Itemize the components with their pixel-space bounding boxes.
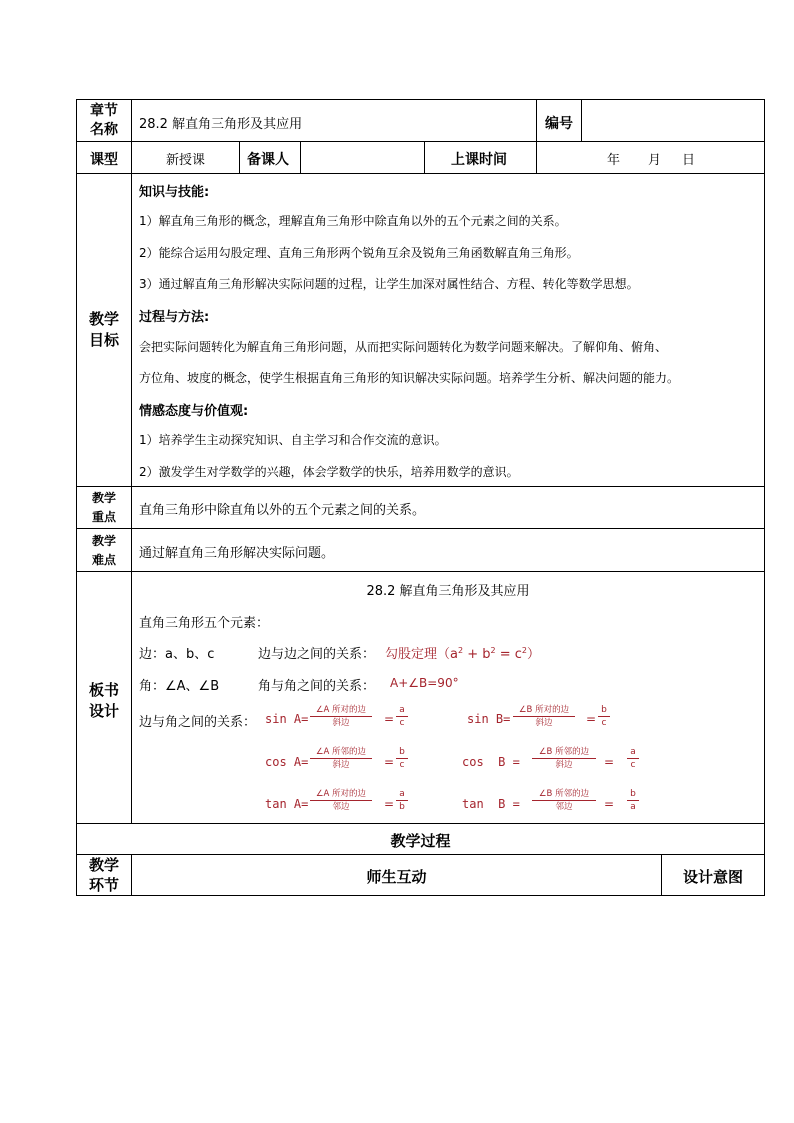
sinA-fraction [310,705,372,728]
vline [581,99,582,142]
side-angle-label: 边与角之间的关系： [139,715,257,730]
number-label: 编号 [545,116,573,132]
type-label: 课型 [90,152,118,168]
sides-label: 边：a、b、c [139,647,215,662]
board-label-line1: 板书 [88,681,119,699]
cosB-fraction [532,747,596,770]
tanA-ratio [396,789,408,812]
process-text: 会把实际问题转化为解直角三角形问题，从而把实际问题转化为数学问题来解决。了解仰角、俯角、 [139,340,668,354]
process-heading: 过程与方法: [139,310,210,325]
cosA-ratio [396,747,408,770]
frac-num: ∠A 所对的边 [315,705,367,715]
ratio-den: c [630,760,636,770]
frac-bar [532,800,596,801]
sinA-ratio [396,705,408,728]
chapter-label-line1: 章节 [90,103,118,119]
pyth-part: = c [495,647,522,662]
difficulty-text: 通过解直角三角形解决实际问题。 [139,546,335,561]
knowledge-item: 3）通过解直角三角形解决实际问题的过程，让学生加深对属性结合、方程、转化等数学思想。 [139,277,639,291]
date-day: 日 [682,153,696,168]
pyth-part: 勾股定理（a [385,647,458,662]
attitude-heading: 情感态度与价值观: [139,404,249,419]
board-intro: 直角三角形五个元素： [139,616,270,631]
ratio-num: a [399,705,405,715]
angles-rel-value: A+∠B=90° [390,676,459,690]
pyth-sup: 2 [457,646,464,655]
eq: = [604,755,615,769]
cosA-label: cos A= [265,755,309,769]
frac-num: ∠B 所邻的边 [538,789,590,799]
tanB-ratio [627,789,639,812]
ratio-den: c [399,718,405,728]
hline [76,486,765,487]
ratio-den: c [399,760,405,770]
difficulty-label-line1: 教学 [91,534,116,548]
sinB-label: sin B= [467,712,511,726]
ratio-num: b [399,747,405,757]
frac-den: 斜边 [332,760,350,770]
focus-label-line2: 重点 [91,510,116,524]
vline [131,99,132,824]
eq: = [384,797,395,811]
angles-rel-label: 角与角之间的关系： [258,679,376,694]
ratio-den: b [399,802,405,812]
process-col1-header [77,855,131,895]
ratio-den: c [601,718,607,728]
process-col1-line2: 环节 [88,876,119,894]
board-title: 28.2 解直角三角形及其应用 [366,584,530,599]
frac-bar [627,758,639,759]
board-label [77,680,131,722]
ratio-den: a [630,802,636,812]
frac-bar [396,758,408,759]
knowledge-item: 1）解直角三角形的概念，理解直角三角形中除直角以外的五个元素之间的关系。 [139,214,567,228]
frac-den: 斜边 [555,760,573,770]
attitude-item: 2）激发学生对学数学的兴趣，体会学数学的快乐，培养用数学的意识。 [139,465,519,479]
knowledge-heading: 知识与技能: [139,185,210,200]
hline [76,141,765,142]
tanA-label: tan A= [265,797,309,811]
goals-label-line1: 教学 [88,310,119,328]
focus-label [77,489,131,527]
vline [764,99,765,896]
eq: = [586,712,597,726]
pyth-sup: 2 [521,646,527,655]
pyth-sup: 2 [490,646,496,655]
frac-bar [513,716,575,717]
eq: = [384,712,395,726]
hline [76,571,765,572]
frac-bar [310,800,372,801]
chapter-name: 28.2 解直角三角形及其应用 [139,117,303,132]
chapter-label-line2: 名称 [90,122,118,138]
hline [76,528,765,529]
hline [76,823,765,824]
hline [76,99,765,100]
vline [536,141,537,174]
process-title: 教学过程 [390,832,451,850]
frac-den: 邻边 [555,802,573,812]
frac-bar [310,758,372,759]
pyth-part: + b [463,647,491,662]
goals-label [77,309,131,351]
type-value: 新授课 [165,153,205,168]
goals-label-line2: 目标 [88,331,119,349]
frac-den: 斜边 [535,718,553,728]
difficulty-label-line2: 难点 [91,553,116,567]
attitude-item: 1）培养学生主动探究知识、自主学习和合作交流的意识。 [139,433,447,447]
sinB-fraction [513,705,575,728]
frac-bar [396,716,408,717]
frac-bar [396,800,408,801]
pythagorean-formula [385,643,540,662]
frac-num: ∠A 所邻的边 [315,747,367,757]
focus-text: 直角三角形中除直角以外的五个元素之间的关系。 [139,503,426,518]
ratio-num: b [630,789,636,799]
vline [424,141,425,174]
frac-num: ∠A 所对的边 [315,789,367,799]
sides-rel-label: 边与边之间的关系： [258,647,376,662]
sinB-ratio [598,705,610,728]
vline [536,99,537,142]
difficulty-label [77,532,131,570]
cosA-fraction [310,747,372,770]
frac-bar [532,758,596,759]
cosB-label: cos B = [462,755,520,769]
vline [300,141,301,174]
date-year: 年 [607,153,621,168]
sinA-label: sin A= [265,712,309,726]
process-text: 方位角、坡度的概念，使学生根据直角三角形的知识解决实际问题。培养学生分析、解决问题的能力。 [139,371,680,385]
ratio-num: a [399,789,405,799]
tanB-fraction [532,789,596,812]
pyth-part: ） [526,647,540,662]
cosB-ratio [627,747,639,770]
process-col1-line1: 教学 [88,856,119,874]
frac-bar [627,800,639,801]
frac-bar [598,716,610,717]
eq: = [604,797,615,811]
frac-num: ∠B 所对的边 [518,705,570,715]
focus-label-line1: 教学 [91,491,116,505]
frac-den: 斜边 [332,718,350,728]
frac-bar [310,716,372,717]
process-col2-header: 师生互动 [366,868,427,886]
knowledge-item: 2）能综合运用勾股定理、直角三角形两个锐角互余及锐角三角函数解直角三角形。 [139,246,579,260]
ratio-num: b [601,705,607,715]
process-col3-header: 设计意图 [682,868,743,886]
board-label-line2: 设计 [88,702,119,720]
hline [76,173,765,174]
eq: = [384,755,395,769]
date-month: 月 [648,153,662,168]
angles-label: 角：∠A、∠B [139,679,220,694]
frac-num: ∠B 所邻的边 [538,747,590,757]
frac-den: 邻边 [332,802,350,812]
time-label: 上课时间 [451,152,507,168]
ratio-num: a [630,747,636,757]
tanB-label: tan B = [462,797,520,811]
prep-label: 备课人 [247,152,289,168]
tanA-fraction [310,789,372,812]
vline [239,141,240,174]
chapter-label [77,102,131,140]
